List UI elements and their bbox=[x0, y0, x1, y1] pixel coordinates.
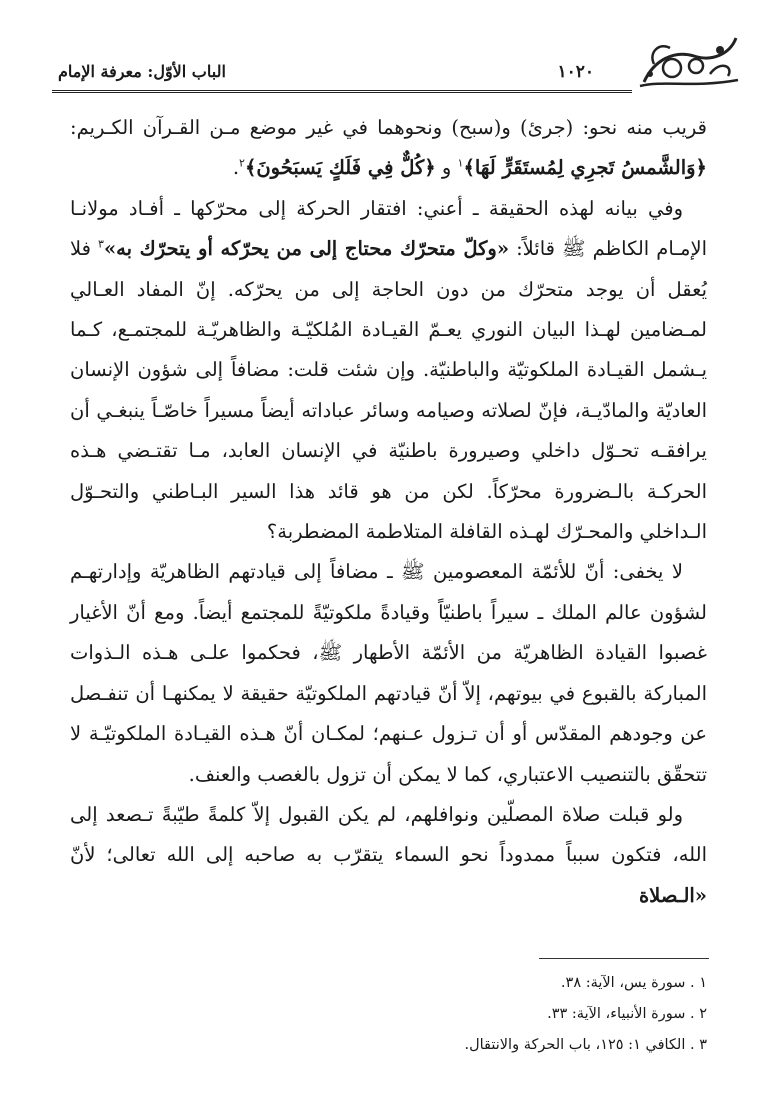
footnote-ref: ٣ bbox=[98, 237, 104, 251]
text-run: . bbox=[232, 156, 240, 180]
text-run: فلا يُعقل أن يوجد متحرّك من دون الحاجة إلى من يحرّكه. إنّ المفاد العـالي لمـضامين لهـذا البيان النوري يعـمّ القيـادة المُلكيّـة والظاهريّـة للمجتمـع، كـما يـشمل القيـادة الملكوتيّة والباطنيّة. وإن شئت قلت: مضافاً إلى شؤون الإنسان العاديّة والمادّيـة، فإنّ لصلاته وصيامه وسائر عباداته أيضاً مسيراً خاصّـاً ينبغـي أن يرافقـه تحـوّل داخلي وصيرورة باطنيّة في الإنسان العابد، مـا تقتـضي هـذه الحركـة بالـضرورة محرّكاً. لكن من هو قائد هذا السير البـاطني والتحـوّل الـداخلي والمحـرّك لهـذه القافلة المتلاطمة المضطربة؟ bbox=[70, 237, 707, 544]
text-run: وفي بيانه لهذه الحقيقة ـ أعني: افتقار الحركة إلى محرّكها ـ أفـاد مولانـا الإمـام الكاظم ﷺ قائلاً: bbox=[70, 196, 707, 261]
paragraph-3: لا يخفى: أنّ للأئمّة المعصومين ﷺ ـ مضافاً إلى قيادتهم الظاهريّة وإدارتهـم لشؤون عالم الملك ـ سيراً باطنيّاً وقيادةً ملكوتيّةً للمجتمع أيضاً. ومع أنّ الأغيار غصبوا القيادة الظاهريّة من الأئمّة الأطهار ﷺ، فحكموا علـى هـذه الـذوات المباركة بالقبوع في بيوتهم، إلاّ أنّ قيادتهم الملكوتيّة حقيقة لا يمكنهـا أن تنفـصل عن وجودهم المقدّس أو أن تـزول عـنهم؛ لمكـان أنّ هـذه القيـادة الملكوتيّـة لا تتحقّق بالتنصيب الاعتباري، كما لا يمكن أن تزول بالغصب والعنف. bbox=[70, 560, 707, 786]
footnote-item: ١ . سورة يس، الآية: ٣٨. bbox=[560, 975, 707, 991]
paragraph-1 bbox=[70, 108, 707, 189]
ornament-icon bbox=[634, 30, 742, 96]
hadith-quote: «وكلّ متحرّك محتاج إلى من يحرّكه أو يتحرّك به» bbox=[103, 237, 510, 261]
page-header bbox=[52, 30, 742, 96]
header-divider bbox=[52, 90, 632, 93]
footnote-ref: ٢ bbox=[239, 156, 245, 170]
footnote-item: ٢ . سورة الأنبياء، الآية: ٣٣. bbox=[547, 1006, 707, 1022]
text-run: قريب منه نحو: (جرئ) و(سبح) ونحوهما في غير موضع مـن القـرآن الكـريم: bbox=[70, 116, 707, 139]
footnote-ref: ١ bbox=[457, 156, 464, 170]
paragraph-4 bbox=[70, 795, 707, 916]
page-number: ۱۰۲۰ bbox=[557, 62, 594, 82]
footnotes bbox=[70, 968, 707, 1061]
hadith-quote: «الـصلاة bbox=[638, 883, 707, 907]
text-run: و bbox=[435, 156, 458, 180]
main-text bbox=[70, 108, 707, 916]
quran-verse: ﴿كُلٌّ فِي فَلَكٍ يَسبَحُونَ﴾ bbox=[244, 156, 436, 180]
chapter-title: الباب الأوّل: معرفة الإمام bbox=[58, 62, 226, 81]
footnote-divider bbox=[539, 958, 709, 959]
footnote-item: ٣ . الكافي ١: ١٢٥، باب الحركة والانتقال. bbox=[464, 1037, 707, 1053]
quran-verse: ﴿وَالشَّمسُ تَجرِي لِمُستَقَرٍّ لَهَا﴾ bbox=[463, 156, 707, 180]
text-run: ولو قبلت صلاة المصلّين ونوافلهم، لم يكن القبول إلاّ كلمةً طيّبةً تـصعد إلى الله، فتكون سبباً ممدوداً نحو السماء يتقرّب به صاحبه إلى الله تعالى؛ لأنّ bbox=[70, 802, 707, 867]
paragraph-2 bbox=[70, 189, 707, 553]
